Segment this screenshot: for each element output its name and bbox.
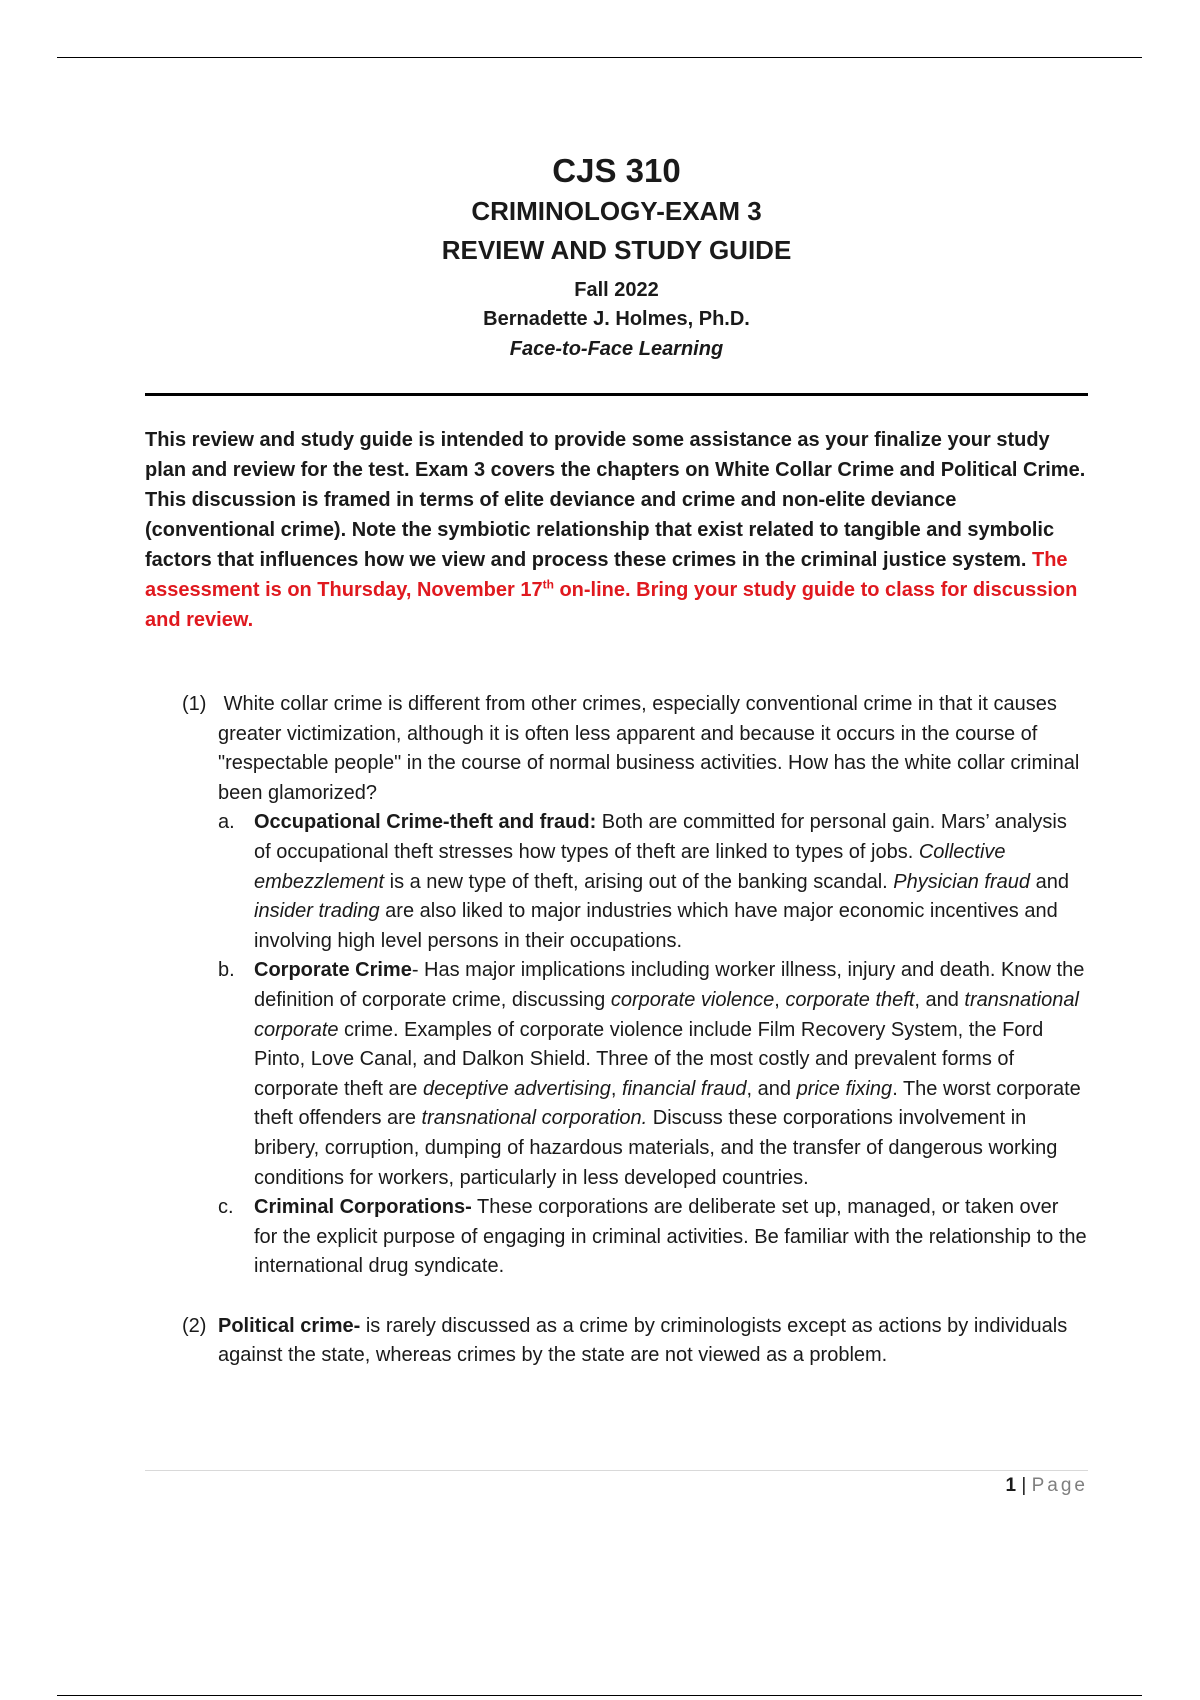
- sub-item-corporate-crime: [218, 956, 1087, 1193]
- text-run: crime. Examples of corporate violence include Film Recovery System, the Ford Pinto, Love Canal, and Dalkon Shield. Three of the most costly and prevalent forms of corporate theft are: [254, 1018, 1044, 1100]
- date-ordinal: th: [542, 577, 554, 592]
- course-code: CJS 310: [552, 152, 681, 189]
- footer-divider: [145, 1470, 1088, 1471]
- sub-text: [254, 956, 1087, 1193]
- sub-letter: c.: [218, 1196, 234, 1219]
- instructor-name: Bernadette J. Holmes, Ph.D.: [483, 308, 750, 330]
- bottom-border-line: [57, 1695, 1142, 1696]
- item-number: (2): [182, 1314, 207, 1337]
- italic-term: Physician fraud: [893, 870, 1031, 893]
- page-separator: |: [1016, 1475, 1032, 1496]
- header-divider: [145, 393, 1088, 396]
- text-run: , and: [914, 988, 965, 1011]
- outline-item-political-crime: [182, 1312, 1087, 1371]
- italic-term: transnational corporate: [254, 988, 1079, 1041]
- italic-term: Collective embezzlement: [254, 840, 1006, 893]
- assessment-date: The assessment is on Thursday, November 17: [145, 549, 1068, 601]
- text-run: , and: [746, 1077, 797, 1100]
- item-text: [218, 690, 1087, 808]
- spacer: [182, 1282, 1087, 1312]
- italic-term: price fixing: [796, 1077, 893, 1100]
- sub-list: [218, 808, 1087, 1282]
- sub-text: [254, 808, 1087, 956]
- text-run: Both are committed for personal gain. Mars’ analysis of occupational theft stresses how types of theft are linked to types of jobs.: [254, 811, 1067, 863]
- sub-item-occupational-crime: [218, 808, 1087, 956]
- text-run: Discuss these corporations involvement in bribery, corruption, dumping of hazardous materials, and the transfer of dangerous working conditions for workers, particularly in less developed countries.: [254, 1107, 1058, 1189]
- study-outline: [182, 690, 1087, 1371]
- item-text: [218, 1312, 1087, 1371]
- text-run: are also liked to major industries which have major economic incentives and involving high level persons in their occupations.: [254, 900, 1058, 952]
- page-label: Page: [1031, 1475, 1088, 1496]
- sub-letter: a.: [218, 811, 235, 834]
- outline-item-white-collar: [182, 690, 1087, 1282]
- document-header: [145, 150, 1088, 364]
- italic-term: financial fraud: [622, 1077, 747, 1100]
- assessment-instructions: on-line. Bring your study guide to class for discussion and review.: [145, 579, 1078, 631]
- text-run: These corporations are deliberate set up, managed, or taken over for the explicit purpose of engaging in criminal activities. Be familiar with the relationship to the international drug syndicate.: [254, 1196, 1087, 1278]
- political-crime-text: is rarely discussed as a crime by criminologists except as actions by individuals against the state, whereas crimes by the state are not viewed as a problem.: [218, 1314, 1068, 1367]
- intro-text: This review and study guide is intended to provide some assistance as your finalize your study plan and review for the test. Exam 3 covers the chapters on White Collar Crime and Political Crime. This discussion is framed in terms of elite deviance and crime and non-elite deviance (conventional crime). Note the symbiotic relationship that exist related to tangible and symbolic factors that influences how we view and process these crimes in the criminal justice system.: [145, 429, 1086, 571]
- sub-title: Occupational Crime-theft and fraud:: [254, 811, 597, 834]
- item-title: Political crime-: [218, 1314, 361, 1337]
- sub-text: [254, 1193, 1087, 1282]
- italic-term: corporate violence: [610, 988, 775, 1011]
- sub-title: Criminal Corporations-: [254, 1196, 472, 1219]
- sub-title: Corporate Crime: [254, 959, 412, 982]
- italic-term: deceptive advertising: [422, 1077, 611, 1100]
- learning-mode: Face-to-Face Learning: [509, 338, 724, 360]
- text-run: ,: [774, 988, 786, 1011]
- italic-term: transnational corporation.: [421, 1107, 648, 1130]
- text-run: is a new type of theft, arising out of the banking scandal.: [384, 870, 894, 893]
- page-footer: [145, 1473, 1088, 1499]
- text-run: and: [1030, 870, 1069, 893]
- text-run: . The worst corporate theft offenders are: [254, 1077, 1081, 1130]
- italic-term: insider trading: [254, 900, 380, 923]
- white-collar-text: White collar crime is different from other crimes, especially conventional crime in that it causes greater victimization, although it is often less apparent and because it occurs in the course of "respectable people" in the course of normal business activities. How has the white collar criminal been glamorized?: [218, 693, 1080, 804]
- italic-term: corporate theft: [785, 988, 915, 1011]
- text-run: - Has major implications including worker illness, injury and death. Know the definition of corporate crime, discussing: [254, 959, 1085, 1011]
- exam-title: CRIMINOLOGY-EXAM 3: [471, 196, 762, 226]
- intro-paragraph: [145, 425, 1088, 635]
- term: Fall 2022: [574, 279, 659, 301]
- guide-subtitle: REVIEW AND STUDY GUIDE: [441, 235, 792, 265]
- text-run: ,: [610, 1077, 622, 1100]
- top-border-line: [57, 57, 1142, 58]
- sub-item-criminal-corporations: [218, 1193, 1087, 1282]
- sub-letter: b.: [218, 959, 235, 982]
- page-number: 1: [1005, 1475, 1017, 1496]
- item-number: (1): [182, 693, 207, 715]
